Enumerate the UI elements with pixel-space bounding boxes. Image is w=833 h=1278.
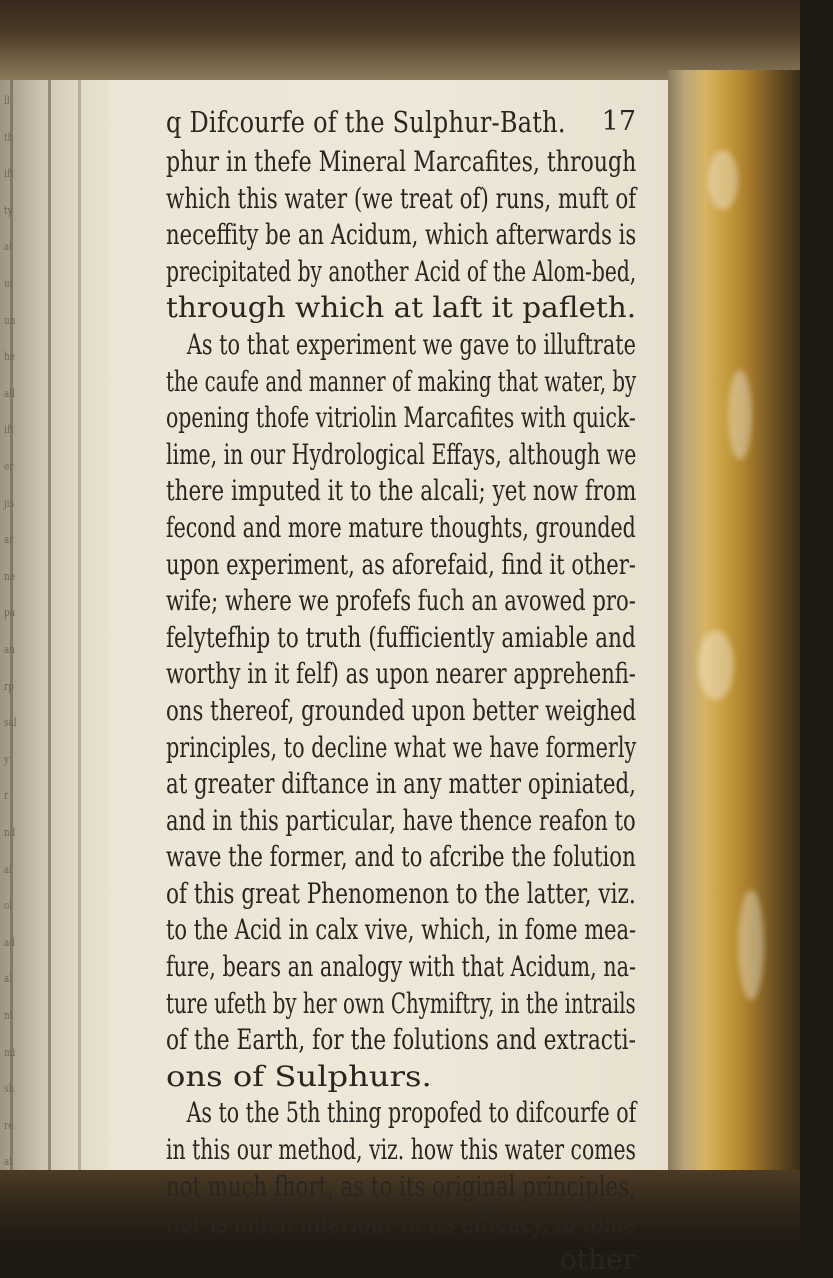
text-line-content: neceffity be an Acidum, which afterwards is <box>166 218 637 252</box>
text-line-content: wave the former, and to afcribe the folution <box>166 840 636 874</box>
page-number: 17 <box>601 106 636 137</box>
facing-page-fragment: y <box>4 752 9 766</box>
text-line <box>166 730 636 767</box>
facing-page-fragment: ift <box>4 423 14 437</box>
facing-page-fragment: he <box>4 350 15 364</box>
text-line-content: lime, in our Hydrological Effays, although we <box>166 437 637 471</box>
text-line-content: As to that experiment we gave to illuftrate <box>186 327 636 361</box>
facing-page-fragment: at <box>4 240 13 254</box>
page-edges-right <box>668 70 800 1180</box>
paper-stain <box>698 630 734 700</box>
text-line-content: ons thereof, grounded upon better weighed <box>166 693 637 727</box>
ruled-line <box>78 80 81 1170</box>
text-line-content: worthy in it felf) as upon nearer apprehenfi- <box>166 657 636 691</box>
facing-page-fragment: pa <box>4 606 15 620</box>
facing-page-fragment: ift <box>4 167 14 181</box>
facing-page-fragment: r <box>4 789 9 803</box>
facing-page-fragment: un <box>4 313 16 327</box>
facing-page-fragment: er <box>4 460 14 473</box>
facing-page-fragment: nd <box>4 826 16 839</box>
text-line <box>166 620 636 657</box>
text-line-content: in this our method, viz. how this water comes <box>166 1133 636 1167</box>
facing-page-fragment: ut <box>4 277 14 290</box>
facing-page-fragment: jis <box>4 496 15 510</box>
text-line <box>166 1169 636 1206</box>
text-line <box>166 656 636 693</box>
text-line <box>166 144 636 181</box>
text-line-content: through which at laft it pafleth. <box>166 291 637 325</box>
text-line <box>166 437 636 474</box>
page-text <box>166 100 636 1278</box>
facing-page-fragment: at <box>4 1155 13 1169</box>
text-line <box>166 583 636 620</box>
paper-stain <box>738 890 764 1000</box>
facing-page-fragment: th <box>4 130 14 144</box>
text-line <box>166 876 636 913</box>
text-line <box>166 949 636 986</box>
text-line <box>166 1205 636 1242</box>
facing-page-fragment: all <box>4 386 15 400</box>
body-text <box>166 144 636 1242</box>
text-line <box>166 217 636 254</box>
text-line-content: fecond and more mature thoughts, grounded <box>166 510 636 544</box>
facing-page-fragment: al <box>4 862 13 876</box>
facing-page-fragment: ll <box>4 94 10 107</box>
text-line-content: precipitated by another Acid of the Alom-bed, <box>166 254 637 288</box>
text-line-content: the caufe and manner of making that water, by <box>166 364 637 398</box>
facing-page-fragment: sh <box>4 1082 15 1096</box>
facing-page-fragment: nt <box>4 1009 14 1022</box>
facing-page-fragment: mi <box>4 1045 16 1059</box>
facing-page-fragment: ne <box>4 569 15 583</box>
text-line <box>166 766 636 803</box>
text-line <box>166 1132 636 1169</box>
text-line <box>166 327 636 364</box>
facing-page-fragment: ty <box>4 203 13 217</box>
ruled-line <box>48 80 51 1170</box>
facing-page-fragment: re <box>4 1118 14 1132</box>
text-line-content: of the Earth, for the folutions and extracti- <box>166 1023 636 1057</box>
text-line-content: which this water (we treat of) runs, muft of <box>166 181 637 215</box>
facing-page-fragment: ad <box>4 935 15 949</box>
text-line <box>166 181 636 218</box>
catchword: other <box>559 1242 636 1276</box>
facing-page-fragment: al <box>4 972 13 986</box>
facing-page-fragment: rp <box>4 679 14 693</box>
text-line-content: of this great Phenomenon to the latter, viz. <box>166 876 636 910</box>
text-line-content: As to the 5th thing propofed to difcourfe of <box>186 1096 637 1130</box>
paper-stain <box>708 150 738 210</box>
facing-page-fragment: ar <box>4 533 14 547</box>
text-line <box>166 986 636 1023</box>
text-line <box>166 1059 636 1096</box>
text-line-content: phur in thefe Mineral Marcafites, through <box>166 145 637 178</box>
text-line <box>166 254 636 291</box>
catchword-line <box>166 1242 636 1278</box>
text-line-content: there imputed it to the alcali; yet now from <box>166 474 637 508</box>
text-line <box>166 912 636 949</box>
text-line <box>166 364 636 401</box>
facing-page-fragment: sal <box>4 716 17 730</box>
text-line-content: felytefhip to truth (fufficiently amiable and <box>166 620 636 654</box>
text-line-content: fure, bears an analogy with that Acidum, na- <box>166 950 637 984</box>
text-line <box>166 400 636 437</box>
text-line-content: not much fhort, as to its original principles, <box>166 1169 636 1203</box>
text-line-content: at greater diftance in any matter opiniated, <box>166 767 636 801</box>
paper-stain <box>728 370 752 460</box>
facing-page-fragment: ol <box>4 899 13 913</box>
text-line-content: and in this particular, have thence reafon to <box>166 803 636 837</box>
text-line <box>166 839 636 876</box>
text-line-content: upon experiment, as aforefaid, find it other- <box>166 547 636 581</box>
facing-page-margin <box>0 80 108 1170</box>
text-line <box>166 803 636 840</box>
text-line-content: ture ufeth by her own Chymiftry, in the intrails <box>166 986 636 1020</box>
text-line <box>166 1095 636 1132</box>
text-line <box>166 510 636 547</box>
text-line <box>166 693 636 730</box>
text-line-content: nor is much inferiour in its efficacy, to fome <box>166 1206 637 1240</box>
running-title: q Difcourfe of the Sulphur-Bath. <box>166 105 566 139</box>
running-header <box>166 100 636 144</box>
text-line-content: to the Acid in calx vive, which, in fome mea- <box>166 913 637 947</box>
text-line-content: ons of Sulphurs. <box>166 1059 432 1093</box>
text-line <box>166 547 636 584</box>
text-line-content: principles, to decline what we have formerly <box>166 730 637 764</box>
facing-page-fragment: an <box>4 643 15 656</box>
text-line <box>166 473 636 510</box>
text-line-content: wife; where we profefs fuch an avowed pro- <box>166 584 636 618</box>
text-line-content: opening thofe vitriolin Marcafites with quick- <box>166 401 636 435</box>
text-line <box>166 290 636 327</box>
text-line <box>166 1022 636 1059</box>
